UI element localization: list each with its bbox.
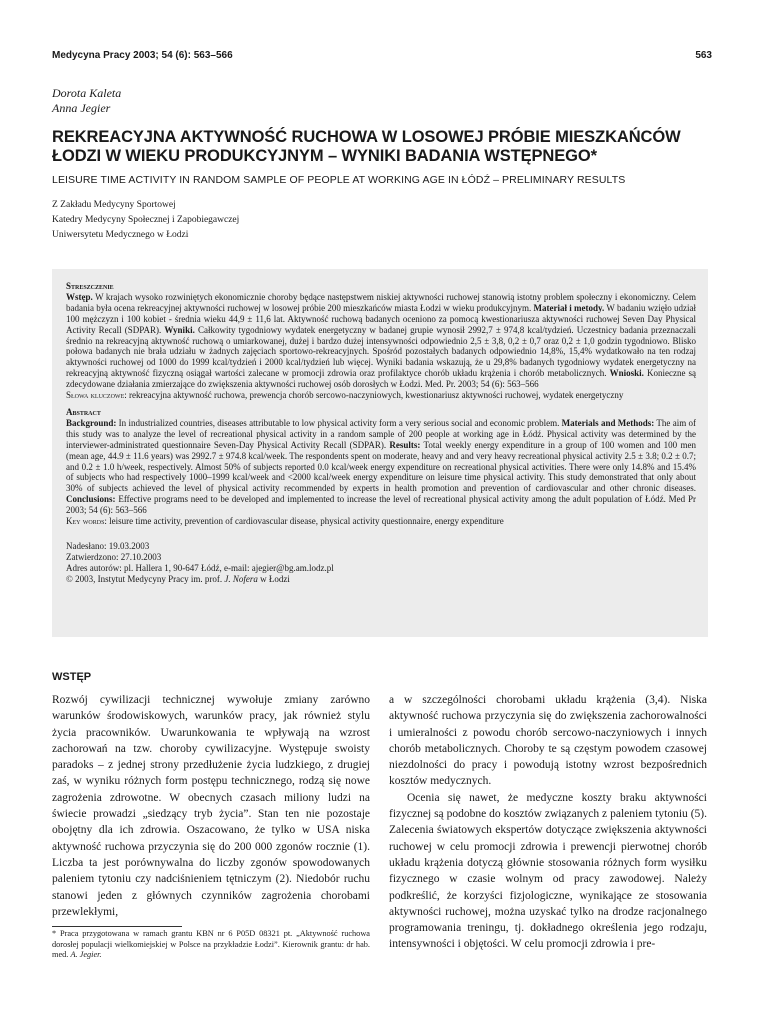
streszczenie-body [66, 292, 696, 390]
text-results: Total weekly energy expenditure in a group of 100 women and 100 men (mean age, 44.9 ± 11.6 years) was 2992.7 ± 974.8 kcal/week. The respondents spent on moderate, heavy and and very heavy recreational physical activity 2.5 ± 3.8; 0.2 ± 0.7; and 0.2 ± 1.0 h/week, respectively. Almost 50% of subjects reported 0.0 kcal/week energy expenditure on recreational physical activities. There were only 14.8% and 15.4% of subjects who had respectively 1000–1999 kcal/week and <2000 kcal/week energy expenditure on leisure time physical activity. This study demonstrated that only about 30% of subjects achieved the level of physical activity recommended by experts in health promotion and prevention of cardiovascular and other chronic diseases. [66, 439, 696, 494]
approved-date: Zatwierdzono: 27.10.2003 [66, 551, 162, 562]
footnote-rule [52, 926, 182, 927]
copyright-pre: © 2003, Instytut Medycyny Pracy im. prof. [66, 573, 225, 584]
affiliation-line: Katedry Medycyny Społecznej i Zapobiegawczej [52, 215, 240, 225]
text-background: In industrialized countries, diseases attributable to low physical activity form a very serious social and economic problem. [116, 417, 562, 428]
copyright [66, 574, 696, 585]
author-list [52, 86, 121, 116]
label-keywords-en: Key words: [66, 516, 107, 527]
body-paragraph: Ocenia się nawet, że medyczne koszty braku aktywności fizycznej są podobne do kosztów związanych z paleniem tytoniu (5). Zalecenia światowych ekspertów dotyczące zwiększenia aktywności ruchowej w celu promocji zdrowia i prewencji pierwotnej chorób układu krążenia dotyczą głównie stosowania różnych form wysiłku fizycznego w czasie wolnym od pracy zawodowej. Należy podkreślić, że korzyści fizjologiczne, wynikające ze stosowania aktywności ruchowej, można uzyskać tylko na drodze racjonalnego programowania treningu, tj. dokładnego określenia jego rodzaju, intensywności i objętości. W celu promocji zdrowia i pre- [389, 791, 707, 951]
article-subtitle: LEISURE TIME ACTIVITY IN RANDOM SAMPLE OF PEOPLE AT WORKING AGE IN ŁÓDŹ – PRELIMINARY RESULTS [52, 174, 626, 186]
copyright-post: w Łodzi [257, 573, 290, 584]
text-methods: The aim of this study was to analyze the level of recreational physical activity in a random sample of 200 people at working age in Łódź. Physical activity was determined by the interviewer-administrated questionnaire Seven-Day Physical Activity Recall (SDPAR). [66, 417, 697, 450]
label-background: Background: [66, 417, 117, 428]
streszczenie-heading: Streszczenie [66, 281, 114, 291]
affiliation [52, 198, 239, 243]
text-wstep: W krajach wysoko rozwiniętych ekonomicznie choroby będące następstwem niskiej aktywności ruchowej stanowią istotny problem społeczny i ekonomiczny. Celem badania była ocena rekreacyjnej aktywności ruchowej w losowej próbie 200 mieszkańców miasta Łodzi w wieku produkcyjnym. [66, 291, 696, 313]
body-column-left [52, 692, 370, 920]
author-name: Dorota Kaleta [52, 86, 122, 100]
abstract-keywords [66, 516, 696, 527]
affiliation-line: Uniwersytetu Medycznego w Łodzi [52, 230, 189, 240]
body-paragraph: a w szczególności chorobami układu krążenia (3,4). Niska aktywność ruchowa przyczynia się do zwiększenia zachorowalności i umieralności z powodu chorób sercowo-naczyniowych i innych chorób metabolicznych. Choroby te są częstym powodem czasowej niezdolności do pracy i powodują istotny wzrost bezpośrednich kosztów medycznych. [389, 694, 707, 788]
copyright-name: J. Nofera [224, 573, 258, 584]
author-address: Adres autorów: pl. Hallera 1, 90-647 Łódź, e-mail: ajegier@bg.am.lodz.pl [66, 562, 334, 573]
body-paragraph: Rozwój cywilizacji technicznej wywołuje zmiany zarówno warunków środowiskowych, warunków pracy, jak również stylu życia pracowników. Uwarunkowania te wpływają na wzrost zachorowań na tzw. choroby cywilizacyjne. Występuje swoisty paradoks – z jednej strony przedłużenie życia ludzkiego, z drugiej zaś, w wyniku różnych form postępu technicznego, rodzą się nowe zagrożenia zdrowotne. W obecnych czasach miliony ludzi na świecie prowadzi „siedzący tryb życia”. Stan ten nie pozostaje obojętny dla ich zdrowia. Oszacowano, że tylko w USA niska aktywność ruchowa przyczynia się do 200 000 zgonów rocznie (1). Liczba ta jest porównywalna do liczby zgonów spowodowanych paleniem tytoniu czy nadciśnieniem tętniczym (2). Niedobór ruchu stanowi jeden z głównych czynników zagrożenia chorobami przewlekłymi, [52, 694, 370, 918]
text-metody: W badaniu wzięło udział 100 mężczyzn i 100 kobiet - średnia wieku 44,9 ± 11,6 lat. Aktywność ruchową badanych oceniono za pomocą kwestionariusza aktywności ruchowej Seven Day Physical Activity Recall (SDPAR). [66, 302, 696, 335]
running-header [52, 50, 712, 61]
label-conclusions: Conclusions: [66, 494, 116, 505]
text-keywords-en: leisure time activity, prevention of cardiovascular disease, physical activity questionnaire, energy expenditure [106, 516, 504, 527]
page-number: 563 [695, 50, 712, 61]
abstract-heading: Abstract [66, 406, 101, 417]
section-heading: WSTĘP [52, 671, 92, 683]
streszczenie-keywords [66, 390, 696, 401]
abstract-box [52, 269, 708, 637]
label-keywords-pl: Słowa kluczowe: [66, 390, 127, 401]
body-column-right [389, 692, 707, 953]
article-title: REKREACYJNA AKTYWNOŚĆ RUCHOWA W LOSOWEJ PRÓBIE MIESZKAŃCÓW ŁODZI W WIEKU PRODUKCYJNYM – WYNIKI BADANIA WSTĘPNEGO* [52, 128, 681, 165]
label-methods: Materials and Methods: [561, 417, 655, 428]
footnote [52, 929, 370, 961]
received-date: Nadesłano: 19.03.2003 [66, 540, 150, 551]
label-metody: Materiał i metody. [533, 302, 605, 313]
abstract-body [66, 418, 696, 516]
journal-citation: Medycyna Pracy 2003; 54 (6): 563–566 [52, 50, 233, 61]
label-results: Results: [389, 439, 421, 450]
label-wyniki: Wyniki. [164, 324, 195, 335]
author-name: Anna Jegier [52, 101, 111, 115]
label-wstep: Wstęp. [66, 291, 93, 302]
footnote-author: A. Jegier. [70, 950, 102, 959]
text-wnioski: Konieczne są zdecydowane działania zmierzające do zwiększenia aktywności ruchowej osób dorosłych w Łodzi. Med. Pr. 2003; 54 (6): 563–566 [66, 368, 696, 390]
text-wyniki: Całkowity tygodniowy wydatek energetyczny w badanej grupie wynosił 2992,7 ± 974,8 kcal/tydzień. Uczestnicy badania przeznaczali średnio na rekreacyjną aktywność ruchową o umiarkowanej, dużej i bardzo dużej intensywności odpowiednio 2,5 ± 3,8, 0,2 ± 0,7 oraz 0,2 ± 1,0 godzin tygodniowo. Blisko połowa badanych nie brała udziału w żadnych zajęciach sportowo-rekreacyjnych. Spośród pozostałych badanych odpowiednio 14,8%, 15,4% wydatkowało na ten rodzaj aktywności ruchowej od 1000 do 1999 kcal/tydzień i 2000 kcal/tydzień lub więcej. Wyniki badania wskazują, że u 29,8% badanych tygodniowy wydatek energetyczny na rekreacyjną aktywność fizyczną osiągał wartości zalecane w promocji zdrowia oraz profilaktyce chorób układu krążenia i chorób metabolicznych. [66, 324, 697, 379]
footnote-text: * Praca przygotowana w ramach grantu KBN nr 6 P05D 08321 pt. „Aktywność ruchowa dorosłej populacji wielkomiejskiej w Polsce na przykładzie Łodzi”. Kierownik grantu: dr hab. med. [52, 929, 370, 959]
text-keywords-pl: rekreacyjna aktywność ruchowa, prewencja chorób sercowo-naczyniowych, kwestionariusz aktywności ruchowej, wydatek energetyczny [126, 390, 624, 401]
label-wnioski: Wnioski. [609, 368, 644, 379]
affiliation-line: Z Zakładu Medycyny Sportowej [52, 200, 176, 210]
text-conclusions: Effective programs need to be developed and implemented to increase the level of recreational physical activity among the adult population of Łódź. Med Pr 2003; 54 (6): 563–566 [66, 494, 696, 516]
